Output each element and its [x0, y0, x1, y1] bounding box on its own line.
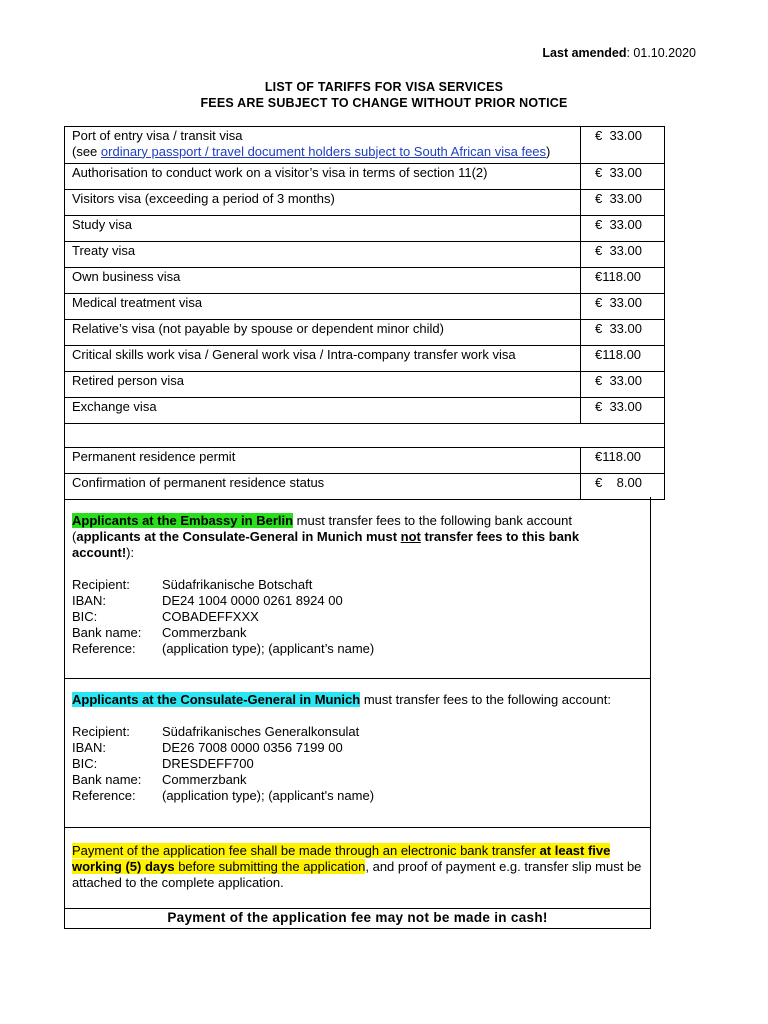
- bank-row: [72, 756, 643, 772]
- last-amended-date: : 01.10.2020: [626, 46, 696, 60]
- bank-value: DRESDEFF700: [162, 756, 254, 771]
- paren-open: (: [72, 529, 77, 544]
- berlin-intro: [72, 513, 643, 561]
- paren-close: ):: [126, 545, 135, 560]
- bank-row: [72, 740, 643, 756]
- bank-row: [72, 609, 643, 625]
- bank-key: BIC:: [72, 609, 98, 624]
- bank-row: [72, 724, 643, 740]
- fee-amount: €118.00: [581, 268, 665, 294]
- berlin-text: must transfer fees to the following bank account: [293, 513, 572, 528]
- fee-amount: € 33.00: [581, 398, 665, 424]
- fee-label-text: Port of entry visa / transit visa: [72, 128, 243, 143]
- fee-amount: € 33.00: [581, 320, 665, 346]
- bank-key: Reference:: [72, 788, 136, 803]
- fee-amount: € 33.00: [581, 190, 665, 216]
- bank-key: BIC:: [72, 756, 98, 771]
- bank-value: Südafrikanisches Generalkonsulat: [162, 724, 360, 739]
- bank-value: Südafrikanische Botschaft: [162, 577, 313, 592]
- fee-label: Study visa: [65, 216, 581, 242]
- fees-table: [64, 126, 665, 500]
- fee-label: Own business visa: [65, 268, 581, 294]
- fee-amount: €118.00: [581, 346, 665, 372]
- last-amended: [542, 46, 696, 60]
- fee-row: [65, 474, 665, 500]
- munich-text: must transfer fees to the following account:: [360, 692, 611, 707]
- bank-value: Commerzbank: [162, 772, 247, 787]
- fee-row: [65, 190, 665, 216]
- fee-row: [65, 372, 665, 398]
- bank-row: [72, 772, 643, 788]
- document-subtitle: FEES ARE SUBJECT TO CHANGE WITHOUT PRIOR NOTICE: [200, 96, 568, 110]
- berlin-highlight: Applicants at the Embassy in Berlin: [72, 513, 294, 528]
- berlin-bank-details: [72, 577, 643, 657]
- fee-label: Treaty visa: [65, 242, 581, 268]
- bank-value: DE24 1004 0000 0261 8924 00: [162, 593, 343, 608]
- fee-label: [65, 127, 581, 164]
- see-prefix: (see: [72, 143, 101, 159]
- fee-label: Confirmation of permanent residence status: [65, 474, 581, 500]
- bank-row: [72, 593, 643, 609]
- bank-row: [72, 577, 643, 593]
- fee-label: Permanent residence permit: [65, 448, 581, 474]
- bank-key: Recipient:: [72, 724, 130, 739]
- fee-label: Retired person visa: [65, 372, 581, 398]
- fee-row: [65, 294, 665, 320]
- fee-row: [65, 346, 665, 372]
- payment-text-2: before submitting the application: [174, 859, 366, 874]
- bank-key: Reference:: [72, 641, 136, 656]
- bank-value: COBADEFFXXX: [162, 609, 259, 624]
- bank-key: Recipient:: [72, 577, 130, 592]
- payment-deadline: at least five working (5) days: [72, 843, 611, 874]
- fee-row: [65, 242, 665, 268]
- fee-label: Relative’s visa (not payable by spouse or dependent minor child): [65, 320, 581, 346]
- fee-label: Exchange visa: [65, 398, 581, 424]
- bank-key: Bank name:: [72, 625, 142, 640]
- warning-part2: transfer fees to this bank account!: [72, 529, 580, 560]
- fee-row: [65, 448, 665, 474]
- munich-bank-section: [64, 679, 651, 828]
- fee-row: [65, 320, 665, 346]
- bank-value: Commerzbank: [162, 625, 247, 640]
- bank-row: [72, 788, 643, 804]
- last-amended-label: Last amended: [542, 46, 627, 60]
- bank-row: [72, 641, 643, 657]
- document-title: LIST OF TARIFFS FOR VISA SERVICES: [264, 80, 504, 94]
- fee-row: [65, 268, 665, 294]
- fee-amount: € 33.00: [581, 164, 665, 190]
- fee-amount: € 33.00: [581, 242, 665, 268]
- warning-not: not: [400, 529, 421, 544]
- fee-row: [65, 164, 665, 190]
- bank-key: IBAN:: [72, 593, 106, 608]
- blank-row: [65, 424, 665, 448]
- see-suffix: ): [546, 143, 551, 159]
- payment-instructions: [64, 828, 651, 909]
- berlin-bank-section: [64, 497, 651, 679]
- fee-row: [65, 127, 665, 164]
- bank-value: (application type); (applicant’s name): [162, 641, 375, 656]
- fee-amount: € 33.00: [581, 294, 665, 320]
- visa-fees-link[interactable]: ordinary passport / travel document holders subject to South African visa fees: [100, 143, 547, 159]
- fee-amount: € 33.00: [581, 216, 665, 242]
- fee-amount: €118.00: [581, 448, 665, 474]
- munich-highlight: Applicants at the Consulate-General in Munich: [72, 692, 361, 707]
- fee-amount: € 33.00: [581, 372, 665, 398]
- munich-intro: [72, 692, 643, 708]
- blank-cell: [65, 424, 665, 448]
- berlin-warning: [72, 529, 579, 560]
- payment-text-3: , and proof of payment e.g. transfer slip must be attached to the complete application.: [72, 859, 642, 890]
- warning-part1: applicants at the Consulate-General in Munich must: [76, 529, 401, 544]
- fee-label: Critical skills work visa / General work visa / Intra-company transfer work visa: [65, 346, 581, 372]
- cash-notice: Payment of the application fee may not be made in cash!: [64, 909, 651, 929]
- fee-amount: € 33.00: [581, 127, 665, 164]
- bank-key: IBAN:: [72, 740, 106, 755]
- fee-label: Visitors visa (exceeding a period of 3 months): [65, 190, 581, 216]
- bank-key: Bank name:: [72, 772, 142, 787]
- fee-row: [65, 398, 665, 424]
- fee-amount: € 8.00: [581, 474, 665, 500]
- bank-row: [72, 625, 643, 641]
- fee-label: Medical treatment visa: [65, 294, 581, 320]
- munich-bank-details: [72, 724, 643, 804]
- fee-label: Authorisation to conduct work on a visitor’s visa in terms of section 11(2): [65, 164, 581, 190]
- payment-text-1: Payment of the application fee shall be made through an electronic bank transfer: [72, 843, 540, 858]
- bank-value: DE26 7008 0000 0356 7199 00: [162, 740, 343, 755]
- fee-row: [65, 216, 665, 242]
- bank-value: (application type); (applicant's name): [162, 788, 375, 803]
